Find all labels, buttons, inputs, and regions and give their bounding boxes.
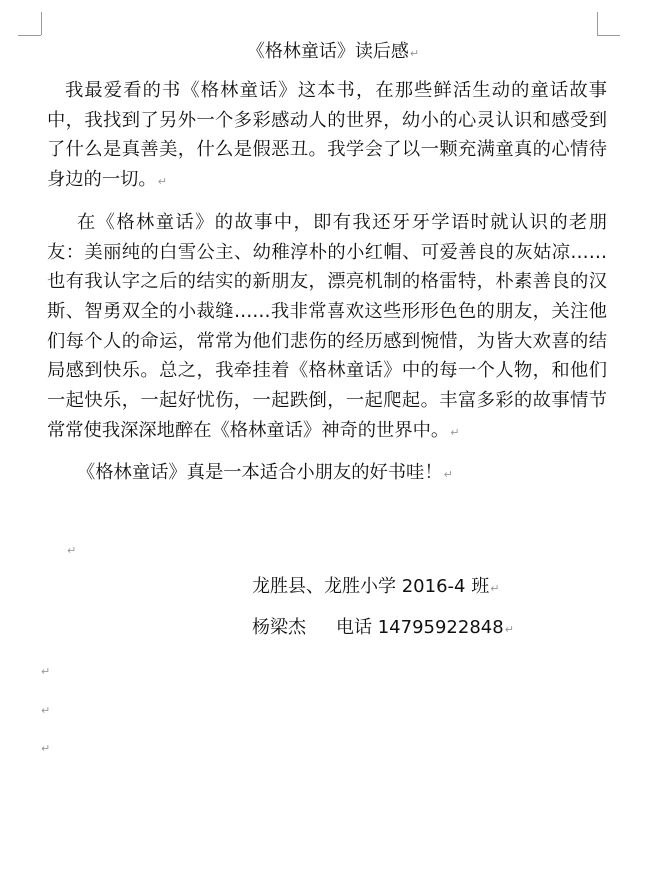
paragraph-text: 我最爱看的书《格林童话》这本书，在那些鲜活生动的童话故事中，我找到了另外一个多彩感动人的世界，幼小的心灵认识和感受到了什么是真善美，什么是假恶丑。我学会了以一颗充满童真的心情待身边的一切。 (47, 80, 607, 191)
paragraph-mark-icon: ↵ (443, 468, 453, 482)
paragraph-text: 在《格林童话》的故事中，即有我还牙牙学语时就认识的老朋友：美丽纯的白雪公主、幼稚淳朴的小红帽、可爱善良的灰姑凉……也有我认字之后的结实的新朋友，漂亮机制的格雷特，朴素善良的汉斯、智勇双全的小裁缝……我非常喜欢这些形形色色的朋友，关注他们每个人的命运，常常为他们悲伤的经历感到惋惜，为皆大欢喜的结局感到快乐。总之，我牵挂着《格林童话》中的每一个人物，和他们一起快乐，一起好忧伤，一起跌倒，一起爬起。丰富多彩的故事情节常常使我深深地醉在《格林童话》神奇的世界中。 (47, 211, 607, 441)
empty-paragraph-mark-icon: ↵ (41, 704, 51, 717)
paragraph-mark-icon: ↵ (490, 582, 500, 595)
crop-mark-top-right (597, 12, 598, 35)
body-paragraph-2 (47, 208, 607, 448)
paragraph-mark-icon: ↵ (157, 175, 167, 189)
paragraph-text: 《格林童话》真是一本适合小朋友的好书哇！ (77, 462, 443, 484)
document-page[interactable] (47, 38, 607, 638)
paragraph-mark-icon: ↵ (409, 47, 420, 60)
crop-mark-top-right (597, 35, 620, 36)
paragraph-mark-icon: ↵ (450, 425, 460, 439)
school-class: 龙胜县、龙胜小学 2016-4 班 (252, 576, 490, 597)
paragraph-mark-icon: ↵ (504, 623, 514, 636)
phone-number: 电话 14795922848 (336, 617, 504, 638)
crop-mark-top-left (41, 12, 42, 35)
crop-mark-top-left (18, 35, 41, 36)
empty-paragraph-mark-icon: ↵ (67, 544, 77, 557)
body-paragraph-3 (47, 458, 607, 490)
signature-name-line (252, 614, 514, 644)
signature-school-line (252, 573, 499, 603)
title-text: 《格林童话》读后感 (246, 41, 409, 62)
body-paragraph-1 (47, 76, 607, 197)
empty-paragraph-mark-icon: ↵ (41, 665, 51, 678)
author-name: 杨梁杰 (252, 617, 306, 638)
document-title (47, 38, 607, 68)
empty-paragraph-mark-icon: ↵ (41, 742, 51, 755)
